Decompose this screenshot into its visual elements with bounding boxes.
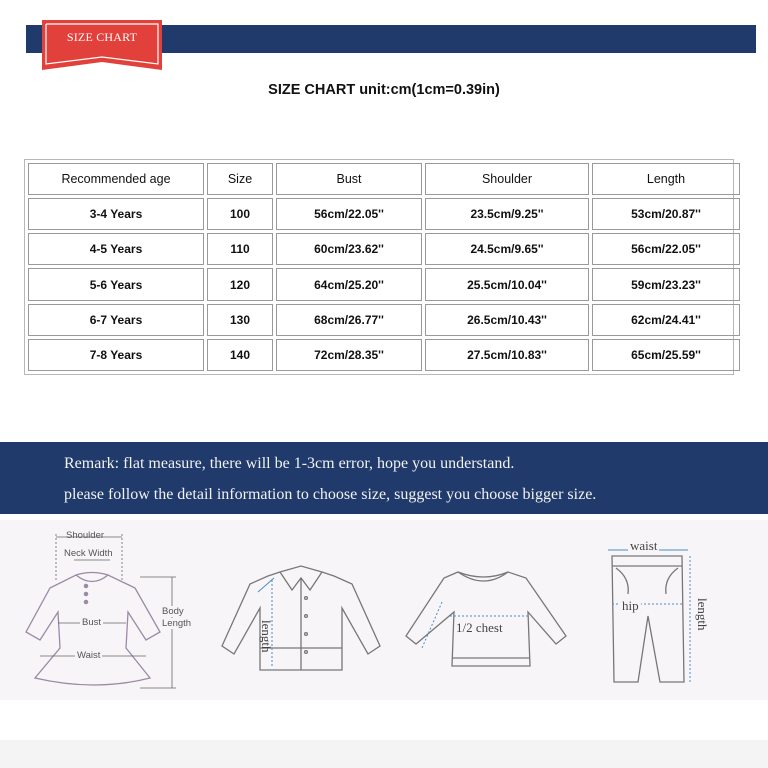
table-row xyxy=(28,233,740,265)
column-header-age: Recommended age xyxy=(28,163,204,195)
cell-bust: 72cm/28.35'' xyxy=(276,339,422,371)
remark-text-2: please follow the detail information to choose size, suggest you choose bigger size. xyxy=(64,486,597,503)
label-body: Body xyxy=(162,606,184,617)
label-waist-pants: waist xyxy=(630,538,658,553)
size-table xyxy=(24,159,734,375)
sweater-diagram xyxy=(396,520,576,700)
table-row xyxy=(28,304,740,336)
label-bust: Bust xyxy=(82,617,102,628)
cell-shoulder: 26.5cm/10.43'' xyxy=(425,304,589,336)
cell-size: 140 xyxy=(207,339,273,371)
page-title: SIZE CHART unit:cm(1cm=0.39in) xyxy=(268,82,500,98)
column-header-length: Length xyxy=(592,163,740,195)
cell-size: 120 xyxy=(207,268,273,300)
cell-length: 65cm/25.59'' xyxy=(592,339,740,371)
shirt-diagram xyxy=(214,520,390,700)
label-length: Length xyxy=(162,618,192,629)
table-row xyxy=(28,268,740,300)
pants-diagram xyxy=(590,520,760,700)
label-waist: Waist xyxy=(77,650,101,661)
cell-size: 110 xyxy=(207,233,273,265)
label-hip: hip xyxy=(622,598,639,613)
cell-bust: 60cm/23.62'' xyxy=(276,233,422,265)
label-shirt-length: length xyxy=(259,620,274,653)
dress-diagram xyxy=(0,520,210,700)
cell-bust: 64cm/25.20'' xyxy=(276,268,422,300)
cell-bust: 68cm/26.77'' xyxy=(276,304,422,336)
table-row xyxy=(28,339,740,371)
table-header-row xyxy=(28,163,740,195)
footer-band xyxy=(0,740,768,768)
cell-age: 6-7 Years xyxy=(28,304,204,336)
cell-shoulder: 24.5cm/9.65'' xyxy=(425,233,589,265)
label-half-chest: 1/2 chest xyxy=(456,620,503,635)
cell-length: 62cm/24.41'' xyxy=(592,304,740,336)
label-neck-width: Neck Width xyxy=(64,548,113,559)
cell-shoulder: 25.5cm/10.04'' xyxy=(425,268,589,300)
cell-age: 4-5 Years xyxy=(28,233,204,265)
cell-length: 56cm/22.05'' xyxy=(592,233,740,265)
column-header-bust: Bust xyxy=(276,163,422,195)
column-header-shoulder: Shoulder xyxy=(425,163,589,195)
label-pants-length: length xyxy=(695,598,710,631)
table-row xyxy=(28,198,740,230)
cell-shoulder: 27.5cm/10.83'' xyxy=(425,339,589,371)
pants-icon xyxy=(590,520,760,700)
remark-text-1: Remark: flat measure, there will be 1-3cm error, hope you understand. xyxy=(64,455,515,472)
cell-length: 53cm/20.87'' xyxy=(592,198,740,230)
column-header-size: Size xyxy=(207,163,273,195)
badge-label: SIZE CHART xyxy=(66,30,138,44)
measurement-diagrams xyxy=(0,520,768,700)
cell-shoulder: 23.5cm/9.25'' xyxy=(425,198,589,230)
cell-age: 5-6 Years xyxy=(28,268,204,300)
cell-length: 59cm/23.23'' xyxy=(592,268,740,300)
size-chart-badge xyxy=(40,20,164,72)
cell-bust: 56cm/22.05'' xyxy=(276,198,422,230)
cell-age: 3-4 Years xyxy=(28,198,204,230)
label-shoulder: Shoulder xyxy=(66,530,105,541)
cell-age: 7-8 Years xyxy=(28,339,204,371)
cell-size: 100 xyxy=(207,198,273,230)
cell-size: 130 xyxy=(207,304,273,336)
shirt-icon xyxy=(214,520,390,700)
sweater-icon xyxy=(396,520,576,700)
ribbon-shape xyxy=(40,20,164,72)
